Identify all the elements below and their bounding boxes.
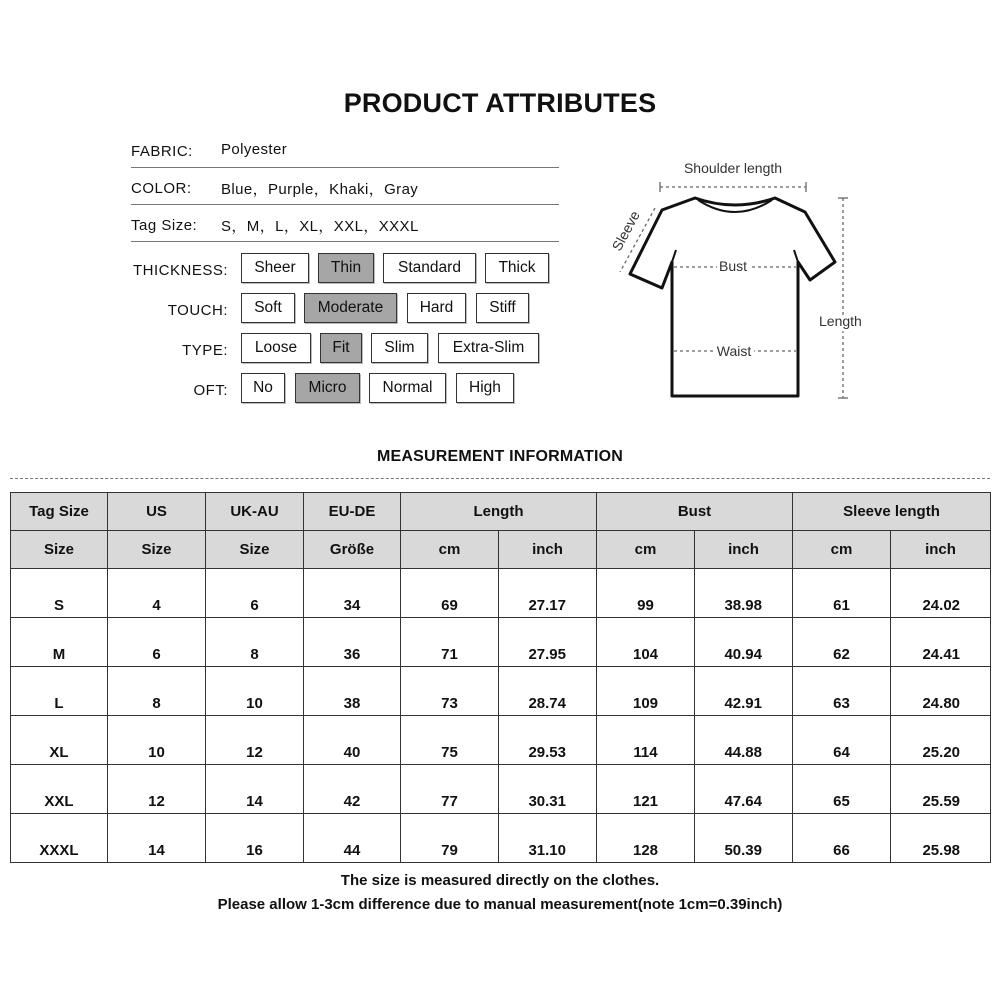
divider <box>10 478 990 479</box>
option-label: OFT: <box>193 382 228 399</box>
tshirt-outline <box>630 198 835 396</box>
table-cell: 8 <box>108 667 206 716</box>
table-cell: 69 <box>401 569 499 618</box>
page-title: PRODUCT ATTRIBUTES <box>343 88 657 118</box>
table-cell: 42.91 <box>695 667 793 716</box>
attr-label: COLOR: <box>131 180 192 197</box>
table-cell: 66 <box>793 814 891 863</box>
table-cell: 24.41 <box>891 618 991 667</box>
table-cell: 62 <box>793 618 891 667</box>
attr-value: S，M，L，XL，XXL，XXXL <box>221 218 419 235</box>
option-soft[interactable]: Soft <box>241 293 295 323</box>
option-fit[interactable]: Fit <box>320 333 362 363</box>
table-cell: 31.10 <box>499 814 597 863</box>
header-cell: US <box>108 493 206 531</box>
table-cell: 16 <box>206 814 304 863</box>
table-cell: 8 <box>206 618 304 667</box>
table-cell: 63 <box>793 667 891 716</box>
table-cell: 12 <box>108 765 206 814</box>
table-cell: 6 <box>108 618 206 667</box>
option-stiff[interactable]: Stiff <box>476 293 529 323</box>
table-cell: 114 <box>597 716 695 765</box>
attr-label: Tag Size: <box>131 217 198 234</box>
waist-label: Waist <box>716 343 752 359</box>
option-slim[interactable]: Slim <box>371 333 428 363</box>
attr-color <box>131 168 559 205</box>
table-cell: 14 <box>206 765 304 814</box>
option-thick[interactable]: Thick <box>485 253 549 283</box>
header-cell: inch <box>499 531 597 569</box>
table-cell: 77 <box>401 765 499 814</box>
table-cell: XL <box>11 716 108 765</box>
table-cell: 36 <box>304 618 401 667</box>
header-cell: Length <box>401 493 597 531</box>
table-cell: XXL <box>11 765 108 814</box>
header-row-1 <box>11 493 991 531</box>
table-cell: 104 <box>597 618 695 667</box>
option-loose[interactable]: Loose <box>241 333 311 363</box>
header-cell: Size <box>108 531 206 569</box>
measurement-title: MEASUREMENT INFORMATION <box>376 448 624 465</box>
table-cell: 25.98 <box>891 814 991 863</box>
option-high[interactable]: High <box>456 373 514 403</box>
table-cell: 27.95 <box>499 618 597 667</box>
table-cell: 73 <box>401 667 499 716</box>
header-cell: Größe <box>304 531 401 569</box>
header-cell: inch <box>695 531 793 569</box>
table-row <box>11 716 991 765</box>
table-cell: 61 <box>793 569 891 618</box>
option-moderate[interactable]: Moderate <box>304 293 397 323</box>
table-row <box>11 765 991 814</box>
table-cell: 28.74 <box>499 667 597 716</box>
attr-fabric <box>131 131 559 168</box>
table-cell: 34 <box>304 569 401 618</box>
table-cell: 30.31 <box>499 765 597 814</box>
table-cell: 25.59 <box>891 765 991 814</box>
table-cell: 109 <box>597 667 695 716</box>
table-cell: 71 <box>401 618 499 667</box>
header-cell: EU-DE <box>304 493 401 531</box>
table-cell: XXXL <box>11 814 108 863</box>
table-row <box>11 618 991 667</box>
table-cell: 79 <box>401 814 499 863</box>
header-row-2 <box>11 531 991 569</box>
attr-value: Blue，Purple，Khaki，Gray <box>221 181 419 198</box>
option-label: THICKNESS: <box>132 262 228 279</box>
table-cell: 24.80 <box>891 667 991 716</box>
table-cell: 4 <box>108 569 206 618</box>
table-cell: 47.64 <box>695 765 793 814</box>
table-cell: M <box>11 618 108 667</box>
option-row-thickness <box>0 253 600 283</box>
table-row <box>11 569 991 618</box>
option-row-touch <box>0 293 600 323</box>
table-cell: 12 <box>206 716 304 765</box>
table-cell: 64 <box>793 716 891 765</box>
attr-label: FABRIC: <box>131 143 193 160</box>
header-cell: Sleeve length <box>793 493 991 531</box>
table-cell: 38 <box>304 667 401 716</box>
table-cell: 10 <box>206 667 304 716</box>
sleeve-label: Sleeve <box>608 208 643 254</box>
table-cell: L <box>11 667 108 716</box>
header-cell: cm <box>793 531 891 569</box>
attr-value: Polyester <box>221 141 288 158</box>
option-hard[interactable]: Hard <box>407 293 466 323</box>
table-cell: 128 <box>597 814 695 863</box>
table-cell: 29.53 <box>499 716 597 765</box>
table-cell: 44 <box>304 814 401 863</box>
table-row <box>11 667 991 716</box>
option-sheer[interactable]: Sheer <box>241 253 309 283</box>
table-cell: 6 <box>206 569 304 618</box>
header-cell: cm <box>597 531 695 569</box>
attr-tag-size <box>131 205 559 242</box>
table-cell: S <box>11 569 108 618</box>
table-cell: 44.88 <box>695 716 793 765</box>
shoulder-label: Shoulder length <box>683 160 783 176</box>
option-thin[interactable]: Thin <box>318 253 374 283</box>
option-normal[interactable]: Normal <box>369 373 446 403</box>
option-micro[interactable]: Micro <box>295 373 360 403</box>
option-standard[interactable]: Standard <box>383 253 476 283</box>
header-cell: UK-AU <box>206 493 304 531</box>
table-row <box>11 814 991 863</box>
option-label: TOUCH: <box>167 302 228 319</box>
bust-label: Bust <box>718 258 748 274</box>
note-line-2: Please allow 1-3cm difference due to manual measurement(note 1cm=0.39inch) <box>217 896 783 913</box>
table-cell: 10 <box>108 716 206 765</box>
header-cell: inch <box>891 531 991 569</box>
option-no[interactable]: No <box>241 373 285 403</box>
note-line-1: The size is measured directly on the clothes. <box>340 872 660 889</box>
option-extra-slim[interactable]: Extra-Slim <box>438 333 539 363</box>
option-label: TYPE: <box>182 342 228 359</box>
table-cell: 24.02 <box>891 569 991 618</box>
header-cell: Tag Size <box>11 493 108 531</box>
table-cell: 40 <box>304 716 401 765</box>
table-cell: 99 <box>597 569 695 618</box>
table-cell: 75 <box>401 716 499 765</box>
header-cell: cm <box>401 531 499 569</box>
option-row-oft <box>0 373 600 403</box>
option-row-type <box>0 333 600 363</box>
table-cell: 27.17 <box>499 569 597 618</box>
table-cell: 65 <box>793 765 891 814</box>
header-cell: Bust <box>597 493 793 531</box>
header-cell: Size <box>11 531 108 569</box>
table-cell: 50.39 <box>695 814 793 863</box>
table-cell: 25.20 <box>891 716 991 765</box>
table-cell: 121 <box>597 765 695 814</box>
tshirt-diagram <box>600 150 880 410</box>
header-cell: Size <box>206 531 304 569</box>
table-cell: 42 <box>304 765 401 814</box>
table-cell: 38.98 <box>695 569 793 618</box>
table-cell: 40.94 <box>695 618 793 667</box>
measurement-table <box>10 492 991 863</box>
table-cell: 14 <box>108 814 206 863</box>
length-label: Length <box>819 313 862 329</box>
